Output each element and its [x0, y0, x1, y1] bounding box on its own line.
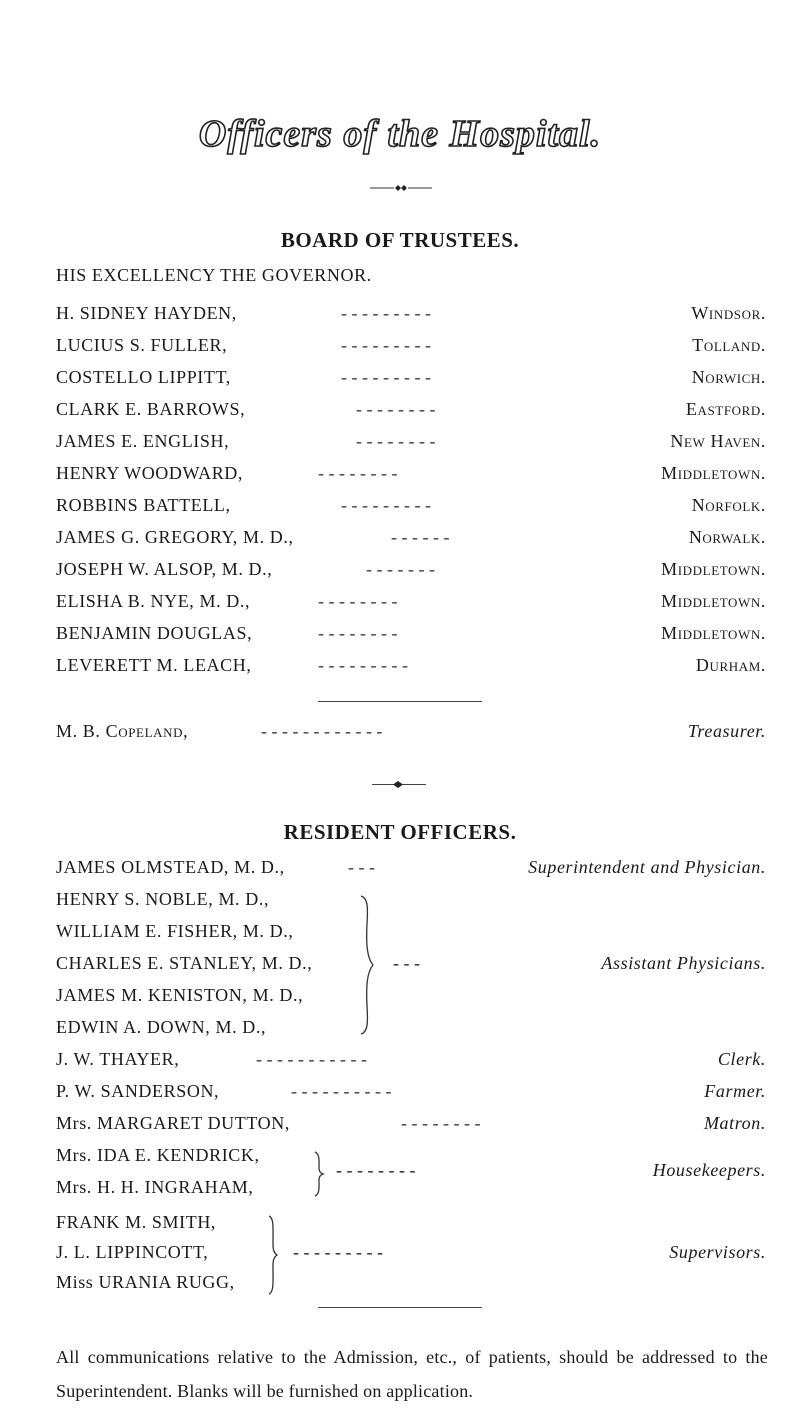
dot-leader: - - - - - - - -	[318, 591, 398, 611]
officer-name: CHARLES E. STANLEY, M. D.,	[56, 953, 313, 973]
trustee-row	[56, 559, 766, 587]
dot-leader: - - - - - - - -	[356, 399, 436, 419]
trustee-place: Middletown.	[661, 559, 766, 579]
officer-name: WILLIAM E. FISHER, M. D.,	[56, 921, 294, 941]
officer-role: Farmer.	[704, 1081, 766, 1101]
trustee-name: H. SIDNEY HAYDEN,	[56, 303, 237, 323]
trustee-row	[56, 399, 766, 427]
trustee-row	[56, 495, 766, 523]
officer-name: P. W. SANDERSON,	[56, 1081, 220, 1101]
trustee-place: Norwalk.	[688, 527, 766, 547]
dot-leader: - - - - - - - - -	[341, 335, 431, 355]
dot-leader: - - - - - - - -	[336, 1160, 416, 1180]
trustee-name: ELISHA B. NYE, M. D.,	[56, 591, 251, 611]
trustee-place: Norwich.	[691, 367, 766, 387]
treasurer-role: Treasurer.	[687, 721, 766, 741]
dot-leader: - - - - - -	[391, 527, 450, 547]
officer-name: Mrs. MARGARET DUTTON,	[56, 1113, 290, 1133]
trustee-name: HENRY WOODWARD,	[56, 463, 243, 483]
officer-name: JAMES M. KENISTON, M. D.,	[56, 985, 304, 1005]
officer-role: Assistant Physicians.	[601, 953, 766, 973]
trustee-name: ROBBINS BATTELL,	[56, 495, 231, 515]
dot-leader: - - - - - - - - -	[341, 495, 431, 515]
dot-leader: - - - - - - - - - - - -	[261, 721, 383, 741]
officer-row	[56, 1081, 766, 1109]
officer-name: JAMES OLMSTEAD, M. D.,	[56, 857, 285, 877]
dot-leader: - - - - - - - -	[401, 1113, 481, 1133]
officer-name: HENRY S. NOBLE, M. D.,	[56, 889, 270, 909]
trustee-place: Tolland.	[692, 335, 766, 355]
trustee-name: JAMES E. ENGLISH,	[56, 431, 230, 451]
section-rule	[318, 1307, 482, 1308]
dot-leader: - - - - - - - -	[318, 623, 398, 643]
ornament-divider	[393, 781, 403, 788]
trustee-place: Durham.	[695, 655, 766, 675]
trustee-name: LEVERETT M. LEACH,	[56, 655, 252, 675]
officer-role: Matron.	[703, 1113, 766, 1133]
trustee-row	[56, 463, 766, 491]
officer-name: Miss URANIA RUGG,	[56, 1272, 235, 1292]
resident-heading: RESIDENT OFFICERS.	[283, 820, 517, 844]
trustee-place: Middletown.	[661, 463, 766, 483]
curly-brace-icon	[267, 1214, 279, 1296]
dot-leader: - - -	[348, 857, 375, 877]
treasurer-row	[56, 721, 766, 749]
trustee-name: JOSEPH W. ALSOP, M. D.,	[56, 559, 273, 579]
dot-leader: - - - - - - - -	[318, 463, 398, 483]
board-heading: BOARD OF TRUSTEES.	[280, 228, 520, 252]
officer-role: Supervisors.	[669, 1242, 766, 1262]
governor-line: HIS EXCELLENCY THE GOVERNOR.	[56, 265, 372, 285]
trustee-place: Eastford.	[685, 399, 766, 419]
dot-leader: - - - - - - -	[366, 559, 435, 579]
trustee-name: CLARK E. BARROWS,	[56, 399, 246, 419]
dot-leader: - - - - - - - - - -	[291, 1081, 392, 1101]
trustee-place: Middletown.	[661, 623, 766, 643]
trustee-row	[56, 591, 766, 619]
dot-leader: - - - - - - - -	[356, 431, 436, 451]
trustee-row	[56, 655, 766, 683]
trustee-place: Norfolk.	[691, 495, 766, 515]
officer-role: Clerk.	[717, 1049, 766, 1069]
officer-role: Housekeepers.	[652, 1160, 766, 1180]
curly-brace-icon	[313, 1150, 325, 1198]
trustee-row	[56, 367, 766, 395]
dot-leader: - - - - - - - - -	[341, 367, 431, 387]
officer-row	[56, 857, 766, 885]
curly-brace-icon	[359, 894, 375, 1036]
trustee-row	[56, 431, 766, 459]
officer-name: Mrs. IDA E. KENDRICK,	[56, 1145, 260, 1165]
trustee-name: LUCIUS S. FULLER,	[56, 335, 228, 355]
trustee-place: New Haven.	[670, 431, 766, 451]
trustee-name: JAMES G. GREGORY, M. D.,	[56, 527, 294, 547]
officer-row	[56, 1113, 766, 1141]
dot-leader: - - - - - - - - -	[341, 303, 431, 323]
page-title: Officers of the Hospital.	[198, 113, 602, 155]
trustee-row	[56, 623, 766, 651]
trustee-name: BENJAMIN DOUGLAS,	[56, 623, 253, 643]
footer-note: All communications relative to the Admission, etc., of patients, should be addressed to the Superintendent. Blanks will be furnished on application.	[56, 1347, 768, 1401]
trustee-row	[56, 335, 766, 363]
trustee-name: COSTELLO LIPPITT,	[56, 367, 231, 387]
officer-role: Superintendent and Physician.	[528, 857, 766, 877]
treasurer-name: M. B. Copeland,	[56, 721, 189, 741]
trustee-row	[56, 527, 766, 555]
dot-leader: - - - - - - - - -	[318, 655, 408, 675]
officer-name: FRANK M. SMITH,	[56, 1212, 217, 1232]
trustee-place: Middletown.	[661, 591, 766, 611]
officer-name: J. W. THAYER,	[56, 1049, 180, 1069]
trustee-row	[56, 303, 766, 331]
dot-leader: - - - - - - - - - - -	[256, 1049, 367, 1069]
dot-leader: - - - - - - - - -	[293, 1242, 383, 1262]
ornament-divider	[370, 185, 432, 191]
dot-leader: - - -	[393, 953, 420, 973]
officer-name: J. L. LIPPINCOTT,	[56, 1242, 209, 1262]
officer-name: Mrs. H. H. INGRAHAM,	[56, 1177, 254, 1197]
officer-row	[56, 1049, 766, 1077]
officer-name: EDWIN A. DOWN, M. D.,	[56, 1017, 267, 1037]
trustee-place: Windsor.	[691, 303, 766, 323]
section-rule	[318, 701, 482, 702]
